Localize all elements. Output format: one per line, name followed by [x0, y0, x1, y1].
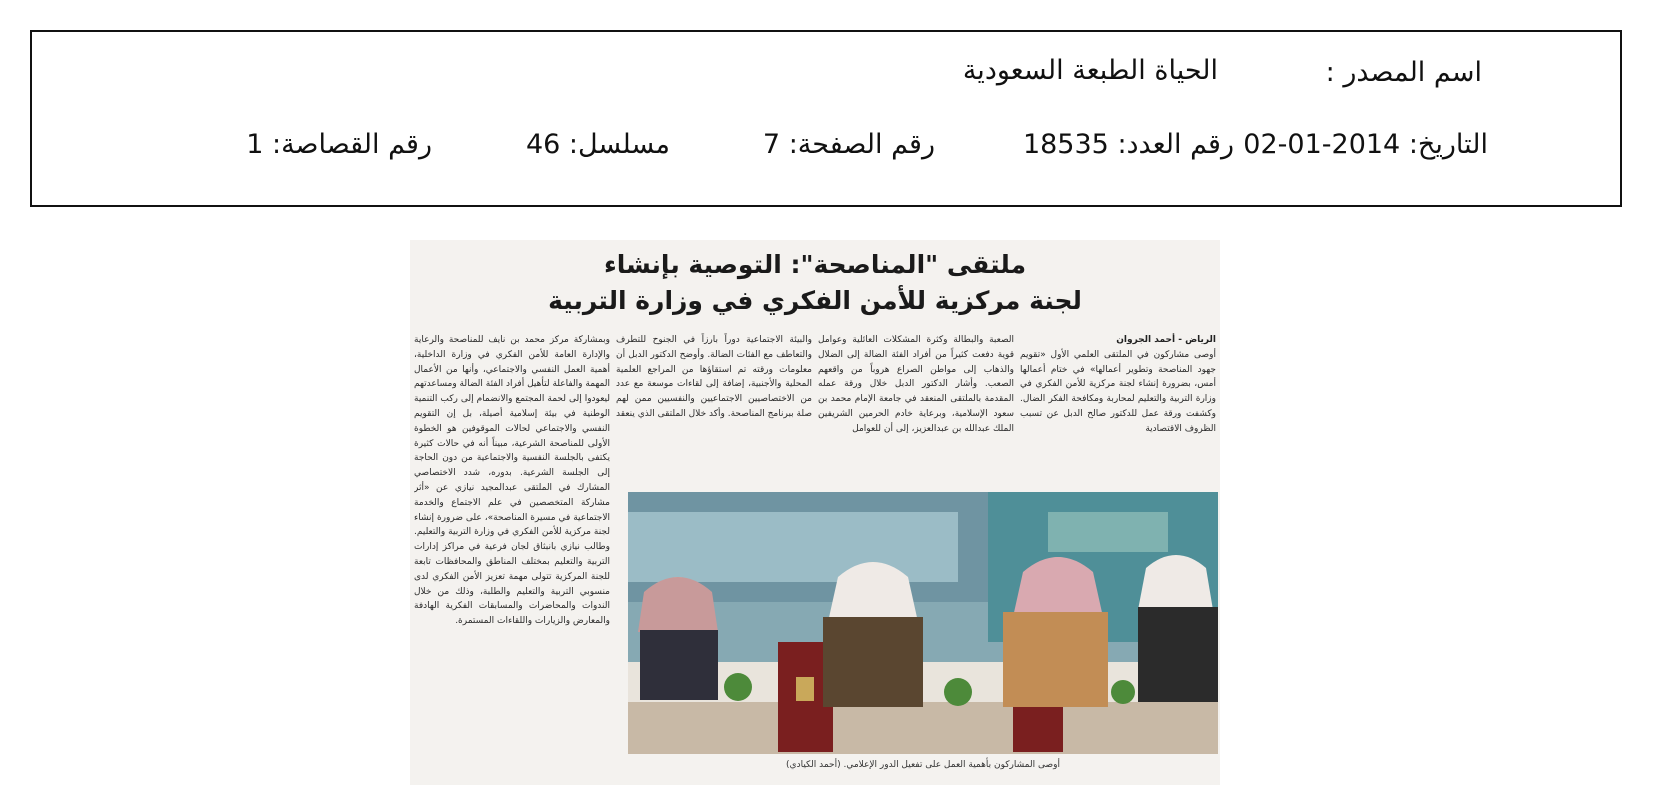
column-3-text: والبيئة الاجتماعية دوراً بارزاً في الجنوح للتطرف والتعاطف مع الفئات الضالة. وأوضح الدكتور الدبل أن معلومات ورقته تم استقاؤها من المراجع العلمية المحلية والأجنبية، إضافة إلى لقاءات موسعة مع عدد من الاختصاصيين الاجتماعيين والنفسيين ممن لهم صلة ببرنامج المناصحة. وأكد خلال الملتقى الذي ينعقد: [616, 335, 812, 419]
photo-caption: أوصى المشاركون بأهمية العمل على تفعيل الدور الإعلامي. (أحمد الكيادي): [786, 760, 1060, 770]
clip-field: رقم القصاصة: 1: [246, 129, 432, 160]
newspaper-clipping: [410, 240, 1220, 785]
headline-line-1: ملتقى "المناصحة": التوصية بإنشاء: [603, 250, 1027, 279]
date-field: التاريخ: 2014-01-02: [1243, 129, 1488, 160]
source-label: اسم المصدر :: [1325, 57, 1482, 88]
headline-line-2: لجنة مركزية للأمن الفكري في وزارة التربية: [548, 286, 1082, 315]
column-2-text: الصعبة والبطالة وكثرة المشكلات العائلية وعوامل قوية دفعت كثيراً من أفراد الفئة الضالة إلى الضلال والذهاب إلى مواطن الصراع هروباً من واقعهم الصعب. وأشار الدكتور الدبل خلال ورقة عمله المقدمة بالملتقى المنعقد في جامعة الإمام محمد بن سعود الإسلامية، وبرعاية خادم الحرمين الشريفين الملك عبدالله بن عبدالعزيز، إلى أن للعوامل: [818, 335, 1014, 434]
page-field: رقم الصفحة: 7: [762, 129, 935, 160]
article-column-1: [1020, 333, 1216, 485]
article-column-2: [818, 333, 1014, 485]
issue-field: رقم العدد: 18535: [1022, 129, 1234, 160]
byline: الرياض - أحمد الجروان: [1116, 335, 1216, 345]
article-column-3: [616, 333, 812, 485]
column-4-text: وبمشاركة مركز محمد بن نايف للمناصحة والرعاية والإدارة العامة للأمن الفكري في وزارة الداخلية، أهمية العمل النفسي والاجتماعي، وأنها من الأعمال المهمة والفاعلة لتأهيل أفراد الفئة الضالة ومساعدتهم ليعودوا إلى لحمة المجتمع والانضمام إلى ركب التنمية الوطنية في بيئة إسلامية أصيلة، بل إن التقويم النفسي والاجتماعي لحالات الموقوفين هو الخطوة الأولى للمناصحة الشرعية، مبيناً أنه في حالات كثيرة يكتفى بالجلسة النفسية والاجتماعية من دون الحاجة إلى الجلسة الشرعية. بدوره، شدد الاختصاصي المشارك في الملتقى عبدالمجيد نيازي عن «أثر مشاركة المتخصصين في علم الاجتماع والخدمة الاجتماعية في مسيرة المناصحة»، على ضرورة إنشاء لجنة مركزية للأمن الفكري في وزارة التربية والتعليم. وطالب نيازي بانبثاق لجان فرعية في مراكز إدارات التربية والتعليم بمختلف المناطق والمحافظات تابعة للجنة المركزية تتولى مهمة تعزيز الأمن الفكري لدى منسوبي التربية والتعليم والطلبة، وذلك من خلال الندوات والمحاضرات والمسابقات الفكرية الهادفة والمعارض والزيارات واللقاءات المستمرة.: [414, 335, 610, 627]
source-value: الحياة الطبعة السعودية: [962, 55, 1218, 86]
serial-field: مسلسل: 46: [525, 129, 670, 160]
article-column-4: [414, 333, 610, 778]
conference-photo: [628, 492, 1218, 754]
column-1-text: أوصى مشاركون في الملتقى العلمي الأول «تقويم جهود المناصحة وتطوير أعمالها» في ختام أعمالها أمس، بضرورة إنشاء لجنة مركزية للأمن الفكري في وزارة التربية والتعليم لمحاربة ومكافحة الفكر الضال. وكشفت ورقة عمل للدكتور صالح الدبل عن تسبب الظروف الاقتصادية: [1020, 349, 1216, 434]
